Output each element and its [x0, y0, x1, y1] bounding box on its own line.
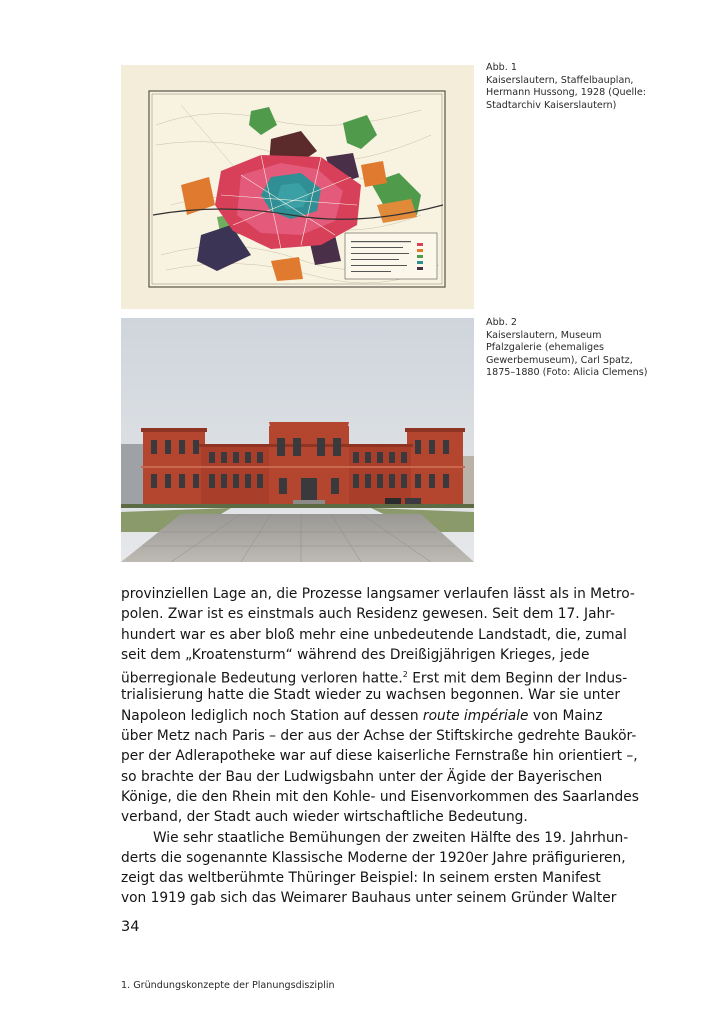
- text-run: provinziellen Lage an, die Prozesse langsamer verlaufen lässt als in Metro-: [121, 586, 635, 602]
- caption-line: Hermann Hussong, 1928 (Quelle:: [486, 87, 646, 99]
- body-line: [121, 685, 661, 705]
- museum-building-illustration: [121, 318, 474, 562]
- body-line: [121, 787, 661, 807]
- caption-line: Stadtarchiv Kaiserslautern): [486, 99, 617, 111]
- text-run: derts die sogenannte Klassische Moderne der 1920er Jahre präfigurieren,: [121, 849, 626, 866]
- text-run: über Metz nach Paris – der aus der Achse der Stiftskirche gedrehte Baukör-: [121, 728, 637, 745]
- text-run: seit dem „Kroatensturm“ während des Dreißigjährigen Krieges, jede: [121, 646, 590, 663]
- body-line: [121, 868, 661, 888]
- caption-line: Abb. 2: [486, 317, 517, 328]
- body-text: [121, 584, 661, 909]
- caption-line: Kaiserslautern, Staffelbauplan,: [486, 74, 634, 86]
- text-run: trialisierung hatte die Stadt wieder zu wachsen begonnen. War sie unter: [121, 687, 621, 704]
- figure-1-caption: [486, 62, 696, 112]
- text-run: überregionale Bedeutung verloren hatte.: [121, 670, 403, 687]
- body-line: [121, 726, 661, 746]
- caption-line: Kaiserslautern, Museum: [486, 329, 602, 341]
- body-line: [121, 625, 661, 645]
- caption-line: Pfalzgalerie (ehemaliges: [486, 342, 605, 354]
- figure-1-city-plan-map: [121, 65, 474, 309]
- text-run: Erst mit dem Beginn der Indus-: [407, 670, 628, 687]
- body-line: [121, 645, 661, 665]
- caption-line: 1875–1880 (Foto: Alicia Clemens): [486, 367, 648, 379]
- body-line: [121, 848, 661, 868]
- text-run: von 1919 gab sich das Weimarer Bauhaus unter seinem Gründer Walter: [121, 890, 617, 907]
- text-run: verband, der Stadt auch wieder wirtschaftliche Bedeutung.: [121, 809, 528, 826]
- italic-text: route impériale: [422, 707, 529, 724]
- footnote-marker: 2: [402, 670, 408, 680]
- caption-line: Abb. 1: [486, 62, 517, 73]
- text-run: hundert war es aber bloß mehr eine unbedeutende Landstadt, die, zumal: [121, 626, 627, 643]
- body-line: [121, 604, 661, 624]
- body-line: [121, 584, 661, 604]
- text-run: Wie sehr staatliche Bemühungen der zweiten Hälfte des 19. Jahrhun-: [153, 829, 629, 846]
- running-footer: 1. Gründungskonzepte der Planungsdisziplin: [121, 980, 335, 991]
- body-line: [121, 746, 661, 766]
- text-run: so brachte der Bau der Ludwigsbahn unter der Ägide der Bayerischen: [121, 768, 603, 785]
- body-line: [121, 807, 661, 827]
- body-line: [121, 665, 661, 685]
- page-number: 34: [121, 919, 140, 935]
- body-line: [121, 706, 661, 726]
- caption-line: Gewerbemuseum), Carl Spatz,: [486, 354, 633, 366]
- text-run: per der Adlerapotheke war auf diese kaiserliche Fernstraße hin orientiert –,: [121, 748, 638, 765]
- text-run: Könige, die den Rhein mit den Kohle- und Eisenvorkommen des Saarlandes: [121, 788, 639, 805]
- text-run: Napoleon lediglich noch Station auf dessen: [121, 707, 423, 724]
- text-run: polen. Zwar ist es einstmals auch Residenz gewesen. Seit dem 17. Jahr-: [121, 606, 615, 623]
- text-run: von Mainz: [528, 707, 603, 724]
- body-line: [121, 888, 661, 908]
- figure-2-caption: [486, 317, 696, 380]
- body-line: [121, 828, 661, 848]
- body-line: [121, 767, 661, 787]
- city-plan-illustration: [121, 65, 474, 309]
- text-run: zeigt das weltberühmte Thüringer Beispiel: In seinem ersten Manifest: [121, 870, 601, 887]
- figure-2-museum-photo: [121, 318, 474, 562]
